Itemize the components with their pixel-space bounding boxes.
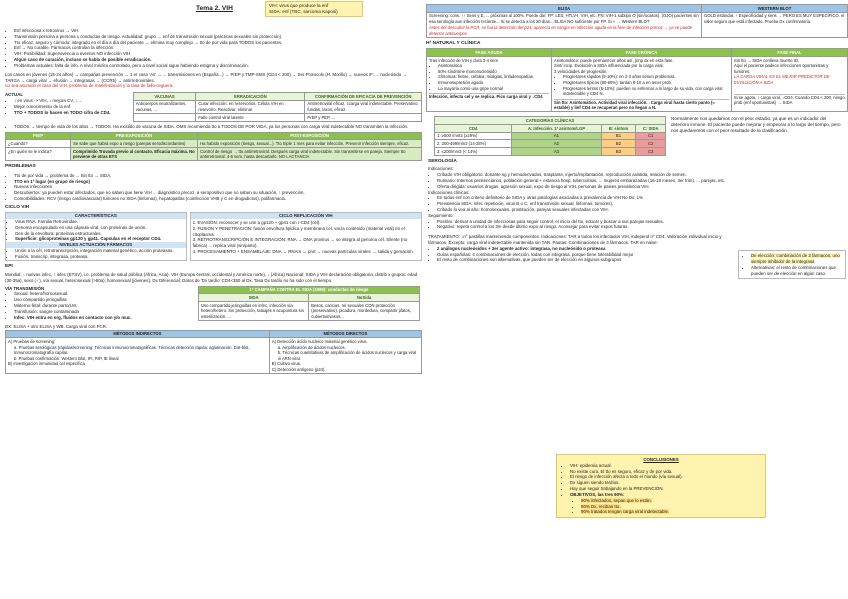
- final-item: Sin tto → SIDA conlleva muerte ID.: [734, 57, 800, 63]
- ciclo-section: [0, 212, 422, 261]
- campaign-col: NoSida: [309, 294, 420, 302]
- dx-direct-item: C) Detección antígeno (p24).: [271, 366, 326, 372]
- categorias-title: CATEGORÍAS CLÍNICAS: [435, 117, 666, 125]
- transmission-item: • Sexual: hetero/homosexual.: [14, 291, 195, 297]
- ciclo-heading: CICLO VIH: [5, 204, 30, 210]
- intro-paragraph-note: no sea asumido el caso del VIH, problema de manifestación y la tasa de fallo-ceguera.: [5, 83, 174, 89]
- serologia-item: • Positivo: derivar a unidad de infecciosas para seguir control, el inicio del tto, educar y buscar a sus parejas sexuales.: [437, 219, 848, 225]
- problemas-item: • Nuevas infecciones: [14, 184, 422, 190]
- right-column: [426, 0, 848, 515]
- cronica-item: 3 velocidades de progresión:: [554, 68, 608, 74]
- serologia-item: • Cribado lo vea al año: homosexuales, prostitución, parejas sexuales infectadas con VIH.: [437, 207, 848, 213]
- aguda-cell: [427, 57, 552, 112]
- tratamiento-side-text: De elección: combinación de 3 fármacos, uno siempre inhibidor de la integrasa: [751, 253, 840, 265]
- cronica-cell: [552, 57, 732, 112]
- actual-item: • TODOS → tiempo de vida de los altos → TODOS. Ha existido de vacuna de SIDA. OMS recomienda tto a TODOS DE POR VIDA, ya los personas con carga viral indetectable NO transmiten la infección.: [14, 124, 422, 130]
- tratamiento-side-box: [738, 250, 846, 279]
- intro-bullet: • Algún caso de curación, incluso se habla de posible erradicación.: [14, 57, 422, 63]
- actual-item: • Mejor conocimiento de la enf.: [14, 104, 130, 110]
- categorias-header: B: síntom: [601, 125, 636, 133]
- objective-item: [581, 509, 761, 515]
- transmission-section: [5, 286, 195, 321]
- actual-row: [0, 92, 422, 122]
- aguda-item: • 50% síndrome mononucleósido: [438, 69, 549, 75]
- final-item: LA CARGA VIRAL ES EL MEJOR PREDICTOR DE EVOLUCIÓN A SIDA: [734, 74, 830, 85]
- cronica-item: • Progresores rápidos (5-10%): en 2-3 años tienen problemas.: [563, 74, 729, 80]
- prophylaxis-header: PRE-EXPOSICIÓN: [71, 132, 198, 140]
- prophylaxis-cell: Comprimido Truvada previo al contacto. Eficacia máxima. No previene de otras ETS: [71, 148, 198, 161]
- campaign-title: 1ª CAMPAÑA CONTRA EL SIDA (1989): conductas de riesgo: [199, 286, 420, 294]
- final-item: Aquí el paciente padece infecciones oportunistas y tumores.: [734, 63, 829, 74]
- tratamiento-side-item: • Alternativas: el resto de combinaciones que pueden ser de elección en algún caso.: [751, 265, 842, 277]
- cat-cell: B1: [601, 132, 636, 140]
- epi-heading: EPI: [5, 263, 13, 269]
- cronica-item: Sint/ incip. Evolución a SIDA influenciada por la carga viral.: [554, 63, 664, 69]
- header: [0, 0, 422, 26]
- ciclo-step: 4. PROCESAMIENTO + ENSAMBLAJE: DNA → RNAm → prot → nuevas partículas virales → salida y gemación.: [192, 249, 414, 255]
- ciclo-drug-item: • Unión a la cél, retrotranscripción, integración material genético, acción proteasas.: [15, 248, 186, 254]
- conclusion-item: • Hay que seguir trabajando en la PREVENCIÓN.: [570, 486, 761, 492]
- cd4-range: 1: ≥500 /mm3 (≥29%): [435, 132, 512, 140]
- serologia-item: • Prevalencia SIDA: infec repetición, virus B o C, enf transmisión sexual, linfomas, tumores).: [437, 201, 848, 207]
- serologia-item: • Rutinario: Internos penitenciarios, población general + estancia hosp, tuberculosis, ... mujeres embarazadas (16-18 meses, 3er trim), ... parejas, etc.: [437, 178, 848, 184]
- aguda-item: • Asintomática: [438, 63, 549, 69]
- ciclo-step: 3. RETROTRANSCRIPCIÓN E INTEGRACIÓN: RNA → DNA provirus → se integra al genoma cél. Silente (no fabrica) ... replica viral (sin/parto).: [192, 237, 408, 249]
- actual-heading: ACTUAL: [5, 92, 24, 98]
- epi-text: Mundial: ↓ nuevas infec, ↑ infec (ETSV), i.e. problema de salud pública (África, Asia). VIH (Europa central, occidental y América norte), ↓ (África) Nacional: SIDA y VIH declaración obligatoria, distrib x grupos: edad (30-35a), sexo (♂), vía sexual, heterosexual (>50a), homosexual (jóvenes), Dx Diferencial: Datos de 'Dx tardío' CD4<350 al Dx. Tasa Dx tardío no ha sido con el tiempo.: [5, 271, 418, 283]
- cat-cell: C1: [636, 132, 666, 140]
- historia-table: [426, 48, 848, 112]
- prophylaxis-table: [5, 132, 422, 162]
- definition-vih: VIH: virus que produce la enf: [269, 3, 329, 8]
- intro-bullet: • VIH: Posibilidad: Supervivencia a eventos NO infección VIH.: [14, 51, 422, 57]
- serologia-heading: SEROLOGÍA: [428, 158, 457, 164]
- vaccine-cell: Anticuerpos neutralizantes, vacunas, ...: [133, 100, 196, 113]
- ciclo-char-item: • Superficie: glicoproteínas gp120 y gp41. Capsulas en el receptor CD4.: [15, 236, 186, 242]
- serologia-item: • Cribado VIH obligatorio: donante sg y hemoderivados, trasplante, injerto/implantación, reproducción asistida, relación de semen.: [437, 172, 848, 178]
- tratamiento-item: • El resto de combinaciones son alternativas, que pueden ser de elección en algunos subgrupos: [437, 257, 737, 263]
- objective-text: 90% tratados tengan carga viral indetectable.: [581, 509, 670, 515]
- conclusiones-box: [556, 454, 766, 518]
- categorias-row: [426, 116, 848, 156]
- conclusion-item: • VIH: epidemia actual.: [570, 463, 761, 469]
- dx-indirect-item: A) Pruebas de screening:: [8, 339, 56, 345]
- definitions-box: [265, 1, 363, 17]
- categorias-note: Normalmente nos quedamos con el peor estadio, ya que es un indicador del deterioro inmune. El paciente puede mejorar y empeorar a lo largo del tiempo, pero nos quedaremos con el peor resultado de la clasificación.: [671, 116, 841, 134]
- transmission-row: [0, 286, 422, 321]
- wb-cell: GOLD estándar. ↑ Especificidad y sens → PERO ES MUY ESPECÍFICO. el valor seguro que está infectado. Prueba Dx confirmatoria.: [702, 12, 848, 37]
- elisa-table: [426, 4, 848, 38]
- conclusiones-title: CONCLUSIONES: [643, 457, 679, 462]
- transmission-heading: VÍA TRANSMISIÓN: [5, 285, 45, 291]
- dx-indirect-item: B) Investigación inmunidad cel específica: [8, 361, 85, 367]
- categorias-header: A: Infección. 1ª asintom/LGP: [512, 125, 601, 133]
- tratamiento-intro: TRATAMIENTO: ↓n° pastillas manteniendo componentes. Indicaciones: TAR a todos los infectados VIH, independ nº CD4. Valoración individual inicio y fármacos. Excepto: carga viral indetectable mantenida sin TAR. Pautas: Combinaciones de 3 fármacos. TAR en naive:: [428, 234, 722, 246]
- dx-indirect-item: b. Pruebas confirmación: Western Blot, IFI, RIP, IE lineal: [14, 355, 119, 361]
- intro-bullet: • Tto eficaz, seguro y cómodo: integrado en el día a día del paciente → elimina muy complejo → tto de por vida para TODOS los pacientes.: [14, 40, 422, 46]
- tratamiento-side-item: [751, 253, 842, 265]
- ciclo-char-item: • Genoma encapsulado en una cápsula viral, con proteínas de unión.: [15, 225, 186, 231]
- prophylaxis-section: [0, 132, 422, 162]
- cat-cell: A1: [512, 132, 601, 140]
- conclusion-item: • El riesgo de infección afecta a todo el mundo (vía sexual).: [570, 474, 761, 480]
- historia-heading: Hª NATURAL Y CLÍNICA: [426, 41, 481, 47]
- cat-cell: B3: [601, 148, 636, 156]
- objective-text: 90% Dx, reciban tto.: [581, 503, 621, 509]
- transmission-item: • Infec: VIH entra en org, fluidos en contacto con y/o muc.: [14, 315, 195, 321]
- vaccine-header: VACUNAS: [133, 93, 196, 101]
- aguda-item: • La mayoría como una gripe normal: [438, 86, 549, 92]
- ciclo-characteristics: [5, 212, 187, 261]
- intro-bullet: • Enf → No curable. Fármacos controlan la infección.: [14, 45, 422, 51]
- vaccine-cell: Fallo control viral latente: [196, 114, 305, 122]
- cronica-item: • Progresores lentos (5-10%): pueden no enfermar a lo largo de su vida, con carga viral indetectable y CD4 N.: [563, 86, 729, 97]
- serologia-item: • Negativo: repetir control a los 3m desde último expo al riesgo. Aconsejar para evitar expos futuras.: [437, 224, 848, 230]
- cat-cell: A3: [512, 148, 601, 156]
- actual-item: • ↓ en virus -> VIH, ↓ mejora CV, ↓ ...: [14, 98, 130, 104]
- dx-direct-item: B) Cultivo virus.: [271, 361, 302, 367]
- dx-direct-item: A) Detección ácido nucleico material genético virus.: [271, 339, 368, 345]
- ciclo-step: 1. EVASIÓN: reconocer y se une a gp120 + gp41 con r-CD4 (cél).: [192, 219, 321, 225]
- serologia-section: [426, 166, 848, 230]
- aguda-item: • Inmunosupresión aguda: [438, 80, 549, 86]
- prophylaxis-header: PrEP: [6, 132, 71, 140]
- categorias-header: CD4: [435, 125, 512, 133]
- definition-sida: SIDA: enf (TBC, sarcoma Kaposi): [269, 9, 338, 15]
- phase-header: FASE CRÓNICA: [552, 49, 732, 57]
- intro-bullet: • Transmisión persona a persona x conductas de riesgo. Actualidad: grupo → enf de transmisión sexual (prácticas sexuales sin protección).: [14, 34, 422, 40]
- aguda-foot: Infección, infecta cel y se replica. Pico carga viral y ↓CD4: [429, 93, 549, 100]
- phase-header: FASE FINAL: [732, 49, 848, 57]
- vaccine-header: ERRADICACIÓN: [196, 93, 305, 101]
- vaccine-table: [133, 92, 422, 122]
- conclusion-item: • Dx siguen siendo tardíos.: [570, 480, 761, 486]
- elisa-header: ELISA: [427, 5, 702, 13]
- dx-direct-cell: [269, 338, 421, 373]
- elisa-note: Antes del descubrir la PCR, se hacía detección del p24, aparecía en sangre en infección aguda en la fase de infección precoz → ya se puede detectar anticuerpos.: [429, 25, 693, 36]
- conclusion-item: • OBJETIVOS, las tres 90%:: [570, 492, 761, 498]
- final-foot: Si se agota, ↑ carga viral, ↓CD4. Cuando CD4 < 200, riesgo prob (enf oportunistas) → SIDA: [734, 94, 845, 106]
- vaccine-cell: [133, 114, 196, 122]
- categorias-table: [434, 116, 666, 156]
- categorias-header: C: SIDA: [636, 125, 666, 133]
- vaccine-cell: Antirretroviral eficaz, ccarga viral indetectable. Preservativo, fundas, laxos, eficaz.: [305, 100, 422, 113]
- prophylaxis-cell: ¿Cuándo?: [6, 140, 71, 148]
- dx-direct-item: b. Técnicas cuantitativas de amplificación de ácidos nucleicos y carga viral in ARN viral.: [277, 350, 417, 361]
- intro-bullet: • Enf infecciosa x retrovirus → VIH: [14, 28, 422, 34]
- cat-cell: C2: [636, 140, 666, 148]
- dx-indirect-item: a. Pruebas serológicas (rápidas/screening: Técnicas inmunocromatográficas. Técnicas detección rápida: aglutinación, Dot-blot, Inmunocromatografía capilar.: [14, 344, 250, 356]
- wb-header: WESTERN BLOT: [702, 5, 848, 13]
- dx-indirect-title: MÉTODOS INDIRECTOS: [6, 330, 270, 338]
- ciclo-right-title: CICLO REPLICACIÓN VIH: [191, 213, 421, 219]
- transmission-item: • Materno-fetal: durante parto/LM.: [14, 303, 195, 309]
- cronica-foot: Sin tto: Asintomático. Actividad viral infección. ↓Carga viral hasta cierto punto (≈ estable) y linf CD4 se recuperan pero no llegan a N.: [554, 99, 729, 111]
- tratamiento-item: • 2 análogos nucleósidos + 3er agente activo: integrasa, no nucleósido o proteasa: [437, 246, 737, 252]
- problemas-section: [0, 173, 422, 202]
- cronica-item: Asintomático: puede permanecer años así, (imp dx en esta fase.: [554, 57, 674, 63]
- prophylaxis-cell: Ha habido exposición (riesgo, sexual...). Tto triple 1 mes para evitar infección. Prevenir infección siempre, eficaz.: [198, 140, 422, 148]
- actual-item: • TTO + TODOS lo hacen en TODO cifra de CD4.: [14, 110, 130, 116]
- prophylaxis-header: POST-EXPOSICIÓN: [198, 132, 422, 140]
- tratamiento-item: • Guías españolas: 4 combinaciones de elección, todas con integrasa, porque tiene tolerabilidad mejor: [437, 252, 737, 258]
- dx-direct-item: a. Amplificación de ácidos nucleicos.: [277, 344, 346, 350]
- campaign-cell: Uso compartido jeringuillas en infec, infección vía hetero/hetero. Sin protección, tatuajes o acupuntura sin esterilización. ...: [199, 302, 309, 321]
- transmission-item: • Transfusión: sangre contaminada: [14, 309, 195, 315]
- vaccine-cell: Curar infección: en reservorios. Célula VIH en resevorio. Reactivar, eliminar: [196, 100, 305, 113]
- prophylaxis-cell: ¿En quién se le indica?: [6, 148, 71, 161]
- ciclo-char-item: • Gen de la envoltura: proteínas estructurales.: [15, 231, 186, 237]
- problemas-item: • Tto de por vida → problema de ... Sin tto → SIDA.: [14, 173, 422, 179]
- aguda-item: • Síntomas: fiebre, cefalea, mialgias, linfadenopatías.: [438, 74, 549, 80]
- serologia-item: Indicaciones clínicas:: [428, 189, 470, 195]
- campaign-cell: Besos, caricias, rel sexuales CON protección (preservativo), picadura, mordedura, compartir platos, cubiertos/vasos...: [309, 302, 420, 321]
- prophylaxis-cell: Control de riesgo → tto antirretroviral. Después carga viral indetectable. Sin transmitirse en pareja. Siempre tto antirretroviral. 4-6 sem, hasta descartarlo. NO LACTANCIA: [198, 148, 422, 161]
- transmission-item: • Uso compartido jeringuillas: [14, 297, 195, 303]
- problemas-item: • TTO en 1º lugar (en grupo de riesgo): [14, 179, 422, 185]
- ciclo-left-title2: NIVELES ACTUACIÓN FÁRMACOS: [6, 242, 186, 248]
- serologia-sub: Indicaciones:: [428, 166, 454, 172]
- elisa-cell: [427, 12, 702, 37]
- page-title: Tema 2. VIH: [196, 5, 233, 12]
- serologia-item: • En todos enf con criterio definitorio de SIDA y otras patologías asociadas a prevalencia de VIH No Dx: 1%: [437, 195, 848, 201]
- ciclo-left-title: CARACTERÍSTICAS: [6, 213, 186, 219]
- dx-table: [5, 330, 422, 374]
- conclusion-item: • No existe cura. El tto es seguro, eficaz y de por vida.: [570, 469, 761, 475]
- dx-heading: DX: ELISA + otro ELISA y WB. Carga viral con PCR.: [5, 323, 108, 329]
- ciclo-step: 2. FUSIÓN Y PENETRACIÓN: fusión envoltura lipídica y membrana cel, vacía contenido (material viral) en el citoplasma.: [192, 225, 405, 237]
- cd4-range: 2: 200-499/mm3 (14-28%): [435, 140, 512, 148]
- problemas-item: • Descubiertos: ya pueden estar infectados, que no saben que tiene VIH ... diagnóstico precoz, a seropositivo que no saben su situación, ↑ prevención.: [14, 190, 422, 196]
- problemas-heading: PROBLEMAS: [5, 164, 36, 170]
- actual-tail: [0, 124, 422, 130]
- objective-text: 90% infectados, sepan que lo están.: [581, 497, 652, 503]
- serologia-item: Seguimiento:: [428, 212, 454, 218]
- tratamiento-section: [426, 234, 848, 276]
- cat-cell: B2: [601, 140, 636, 148]
- dx-indirect-cell: [6, 338, 270, 373]
- vaccine-cell: PrEP y PEP, ...: [305, 114, 422, 122]
- dx-direct-title: MÉTODOS DIRECTOS: [269, 330, 421, 338]
- dx-section: [0, 324, 422, 374]
- serologia-item: • Oferta dirigida: usuarios drogas, agresión sexual, expo de riesgo al VIH, personas de paises prevalencia VIH.: [437, 184, 848, 190]
- campaign-col: SIDA: [199, 294, 309, 302]
- cronica-item: • Progresores típicos (80-90%): tardan 8-10 a en tener prob.: [563, 80, 729, 86]
- campaign-table: [198, 286, 420, 321]
- intro-section: [0, 28, 422, 89]
- left-column: [0, 0, 422, 374]
- problemas-item: • Comorbilidades: RCV (riesgo cardiovascular) tumores no SIDA (linfomas), hepatopatías (coinfección VHB y C en drogadictos), polifarmacia.: [14, 196, 422, 202]
- intro-bullet: • Problemas actuales: falta de info. A nivel médico controlado, pero a nivel social sigue habiendo estigma y discriminación.: [14, 63, 422, 69]
- cat-cell: C3: [636, 148, 666, 156]
- intro-paragraph: Los casos en jóvenes (15-24 años) → campañas prevención → 1 er caso 'As' → ... transmisiones en (España...) → PrEP y TMP-SMX (CD4 < 200) → Ser Protocolo (H. Morillo) → nuevos IF: ... nucleósido → TARGA → carga viral → efusión → integrasas → (CCR5) → antirretrovirales.: [5, 71, 407, 83]
- ciclo-replication: [190, 212, 422, 261]
- actual-section: [5, 92, 130, 122]
- final-cell: [732, 57, 848, 112]
- cd4-range: 3: ≤200/mm3 (< 14%): [435, 148, 512, 156]
- phase-header: FASE AGUDA: [427, 49, 552, 57]
- ciclo-char-item: • Virus RNA. Familia Retroviridae.: [15, 219, 186, 225]
- prophylaxis-cell: Se sabe que habrá expo a riesgo (parejas serodiscordantes): [71, 140, 198, 148]
- cat-cell: A2: [512, 140, 601, 148]
- vaccine-header: CONFIRMACIÓN DE EFICACIA DE PREVENCIÓN: [305, 93, 422, 101]
- elisa-text: Screening: cons. ↑↑ Sens y E, ... próximas al 100%. Puede dar: FP: LES, HTLV-I, VIH, etc. FN: VIH-1 subtipo O (sin/ocasos). (OJO) pacientes sin esa serología aun infección reciente... Si se detecta a los 20 días... ELISA NO suficiente por FP. Si + → Western BLOT: [429, 13, 699, 24]
- aguda-item: Tras infección de VIH y dura 2-4 sem: [429, 57, 498, 63]
- ciclo-drug-item: • Fusión, transcrip, integrasa, proteasa.: [15, 254, 186, 260]
